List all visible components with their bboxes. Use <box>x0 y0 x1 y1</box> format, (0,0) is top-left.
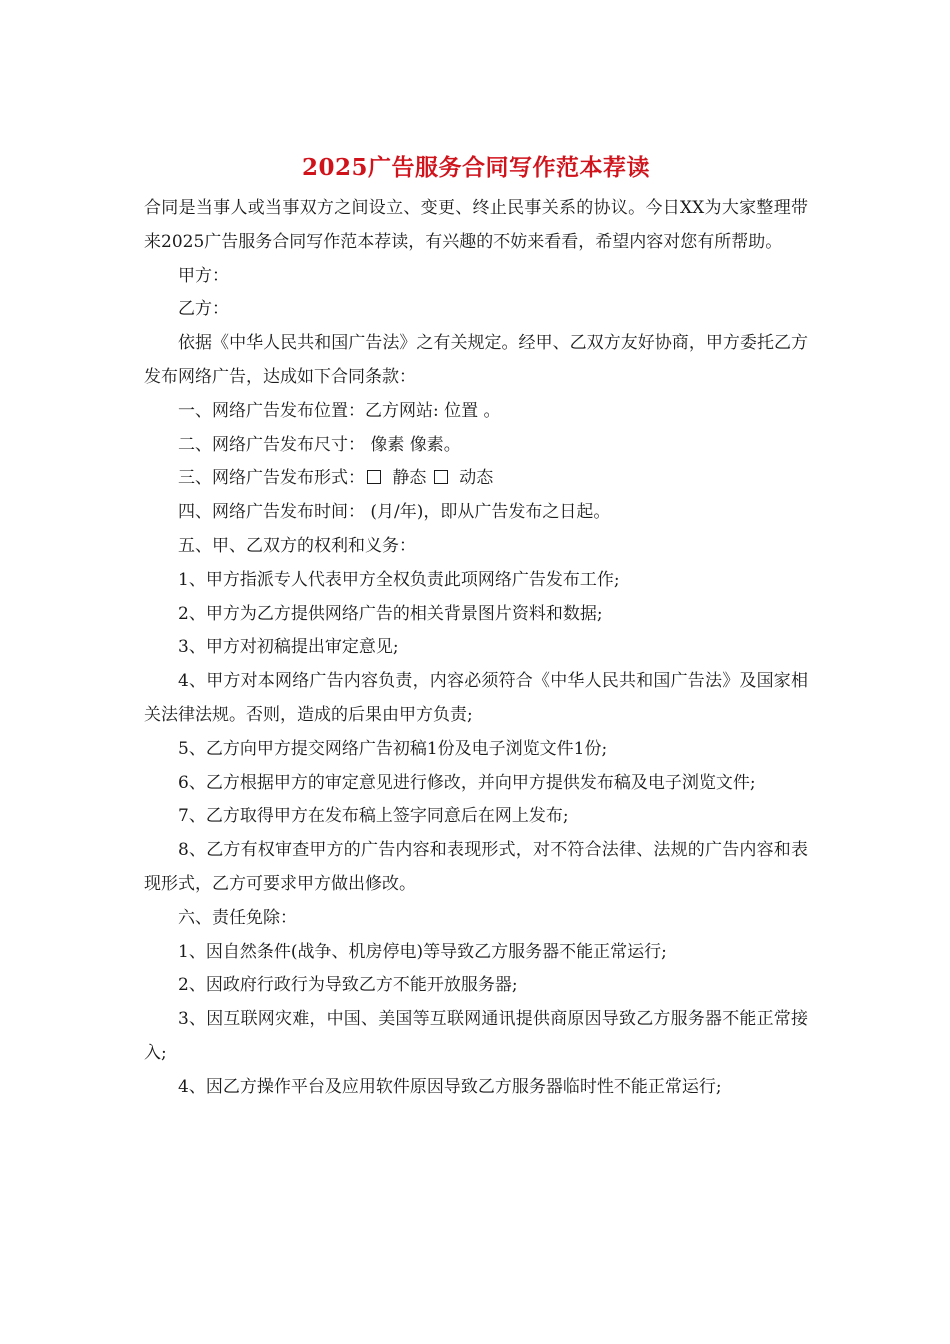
document-title: 2025广告服务合同写作范本荐读 <box>301 154 650 181</box>
clause-5-item-7: 7、乙方取得甲方在发布稿上签字同意后在网上发布; <box>178 806 569 827</box>
clause-6: 六、责任免除： <box>178 907 297 928</box>
clause-5-item-8: 8、乙方有权审查甲方的广告内容和表现形式，对不符合法律、法规的广告内容和表现形式，乙方可要求甲方做出修改。 <box>144 840 808 894</box>
clause-6-item-4: 4、因乙方操作平台及应用软件原因导致乙方服务器临时性不能正常运行; <box>178 1076 722 1097</box>
clause-4: 四、网络广告发布时间： (月/年)，即从广告发布之日起。 <box>178 502 611 523</box>
dynamic-checkbox[interactable] <box>434 470 448 484</box>
clause-5: 五、甲、乙双方的权利和义务： <box>178 535 416 556</box>
clause-6-item-2: 2、因政府行政行为导致乙方不能开放服务器; <box>178 975 518 996</box>
clause-1: 一、网络广告发布位置：乙方网站: 位置 。 <box>178 400 501 421</box>
document-page <box>144 148 808 1105</box>
clause-5-item-5: 5、乙方向甲方提交网络广告初稿1份及电子浏览文件1份; <box>178 738 608 759</box>
clause-6-item-3: 3、因互联网灾难，中国、美国等互联网通讯提供商原因导致乙方服务器不能正常接入; <box>144 1009 808 1063</box>
static-option-label: 静态 <box>387 468 432 489</box>
clause-2: 二、网络广告发布尺寸： 像素 像素。 <box>178 434 461 455</box>
party-b-line: 乙方： <box>178 299 229 320</box>
clause-5-item-2: 2、甲方为乙方提供网络广告的相关背景图片资料和数据; <box>178 603 603 624</box>
clause-3 <box>144 462 808 496</box>
clause-5-item-4: 4、甲方对本网络广告内容负责，内容必须符合《中华人民共和国广告法》及国家相关法律法规。否则，造成的后果由甲方负责; <box>144 671 808 725</box>
clause-6-item-1: 1、因自然条件(战争、机房停电)等导致乙方服务器不能正常运行; <box>178 941 667 962</box>
clause-5-item-1: 1、甲方指派专人代表甲方全权负责此项网络广告发布工作; <box>178 569 620 590</box>
clause-5-item-6: 6、乙方根据甲方的审定意见进行修改，并向甲方提供发布稿及电子浏览文件; <box>178 772 756 793</box>
preamble-paragraph: 依据《中华人民共和国广告法》之有关规定。经甲、乙双方友好协商，甲方委托乙方发布网络广告，达成如下合同条款： <box>144 333 808 387</box>
static-checkbox[interactable] <box>367 470 381 484</box>
party-a-line: 甲方： <box>178 265 229 286</box>
dynamic-option-label: 动态 <box>453 468 494 489</box>
intro-paragraph: 合同是当事人或当事双方之间设立、变更、终止民事关系的协议。今日XX为大家整理带来2025广告服务合同写作范本荐读，有兴趣的不妨来看看，希望内容对您有所帮助。 <box>144 198 808 252</box>
clause-3-prefix: 三、网络广告发布形式： <box>178 468 365 489</box>
clause-5-item-3: 3、甲方对初稿提出审定意见; <box>178 637 399 658</box>
